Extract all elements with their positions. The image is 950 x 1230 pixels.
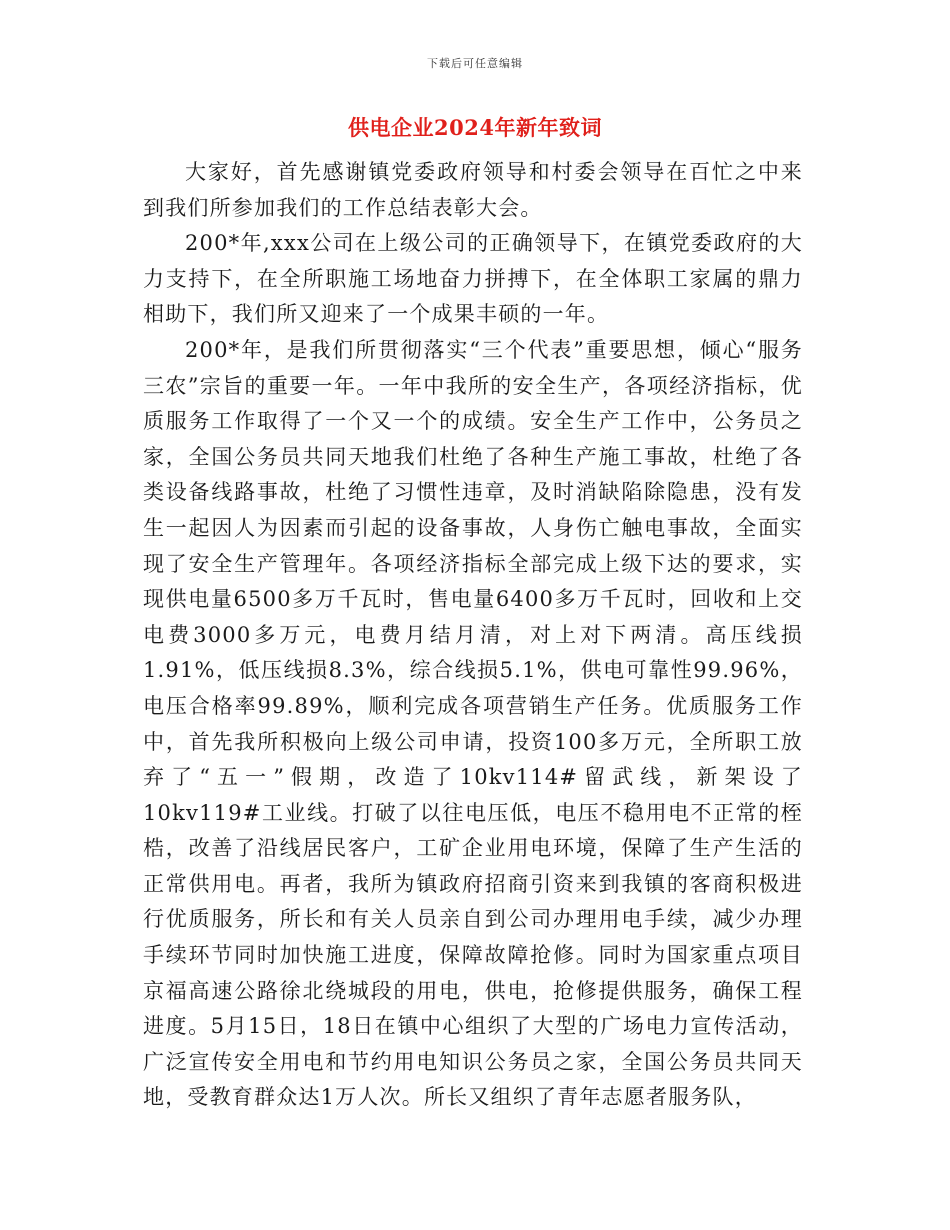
- paragraph-achievements: 200*年，是我们所贯彻落实“三个代表”重要思想，倾心“服务三农”宗旨的重要一年。一年中我所的安全生产，各项经济指标，优质服务工作取得了一个又一个的成绩。安全生产工作中，公务员之家，全国公务员共同天地我们杜绝了各种生产施工事故，杜绝了各类设备线路事故，杜绝了习惯性违章，及时消缺陷除隐患，没有发生一起因人为因素而引起的设备事故，人身伤亡触电事故，全面实现了安全生产管理年。各项经济指标全部完成上级下达的要求，实现供电量6500多万千瓦时，售电量6400多万千瓦时，回收和上交电费3000多万元，电费月结月清，对上对下两清。高压线损1.91%，低压线损8.3%，综合线损5.1%，供电可靠性99.96%，电压合格率99.89%，顺利完成各项营销生产任务。优质服务工作中，首先我所积极向上级公司申请，投资100多万元，全所职工放弃了“五一”假期，改造了10kv114#留武线，新架设了10kv119#工业线。打破了以往电压低，电压不稳用电不正常的桎梏，改善了沿线居民客户，工矿企业用电环境，保障了生产生活的正常供用电。再者，我所为镇政府招商引资来到我镇的客商积极进行优质服务，所长和有关人员亲自到公司办理用电手续，减少办理手续环节同时加快施工进度，保障故障抢修。同时为国家重点项目京福高速公路徐北绕城段的用电，供电，抢修提供服务，确保工程进度。5月15日，18日在镇中心组织了大型的广场电力宣传活动，广泛宣传安全用电和节约用电知识公务员之家，全国公务员共同天地，受教育群众达1万人次。所长又组织了青年志愿者服务队，: [143, 337, 803, 1110]
- document-body: [143, 155, 803, 1116]
- paragraph-overview: 200*年,xxx公司在上级公司的正确领导下，在镇党委政府的大力支持下，在全所职施工场地奋力拼搏下，在全体职工家属的鼎力相助下，我们所又迎来了一个成果丰硕的一年。: [143, 231, 803, 327]
- header-note: 下载后可任意编辑: [427, 57, 523, 70]
- paragraph-greeting: 大家好，首先感谢镇党委政府领导和村委会领导在百忙之中来到我们所参加我们的工作总结表彰大会。: [143, 160, 803, 220]
- document-title: 供电企业2024年新年致词: [348, 115, 602, 140]
